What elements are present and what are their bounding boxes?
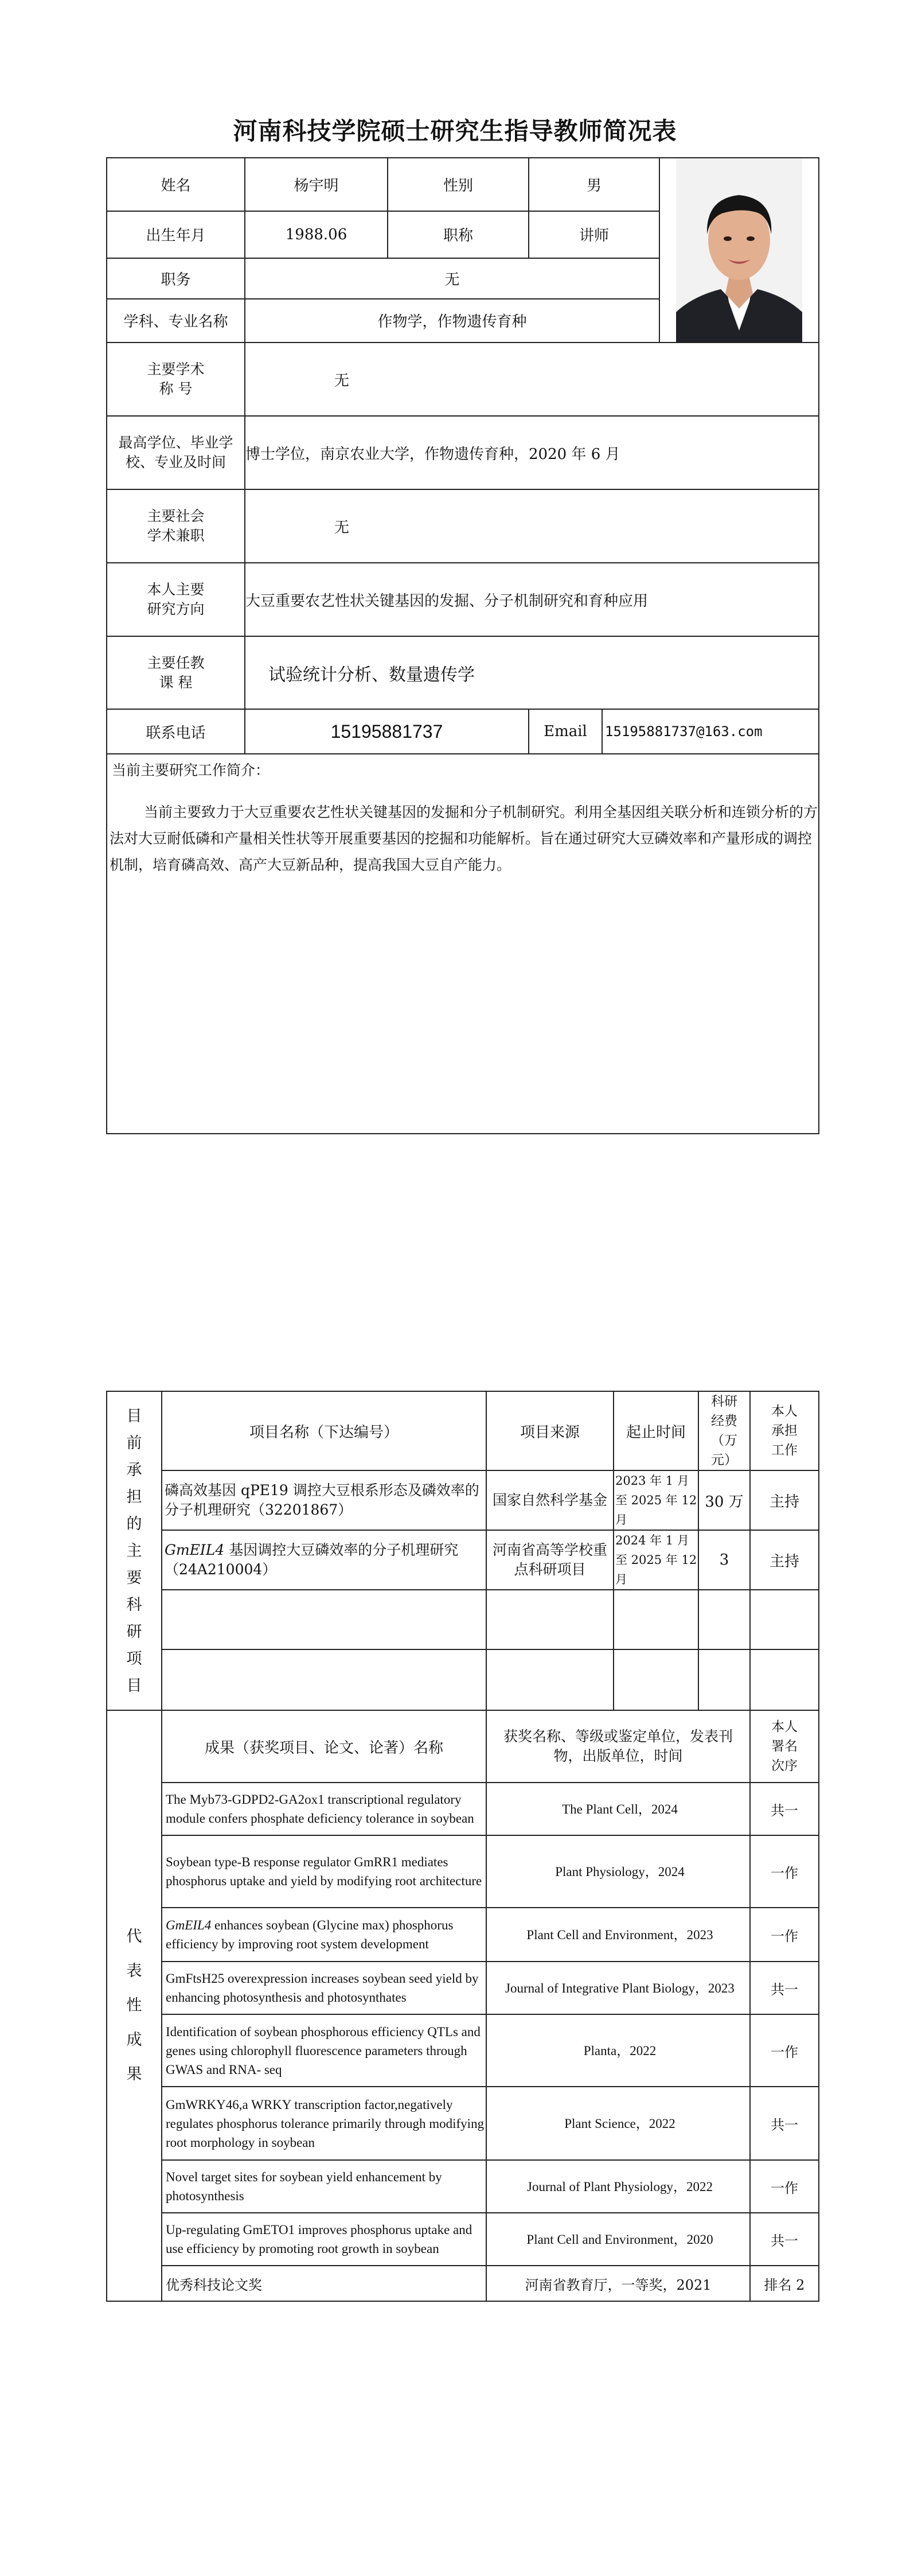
degree-label (107, 416, 245, 489)
titles-value: 无 (245, 343, 819, 416)
research-label (107, 563, 245, 636)
achievement-venue: Plant Cell and Environment，2020 (486, 2213, 750, 2266)
project-row-empty (107, 1649, 819, 1710)
achievement-rank: 一作 (750, 2014, 819, 2087)
degree-value: 博士学位，南京农业大学，作物遗传育种，2020 年 6 月 (245, 416, 819, 489)
achievement-name: 优秀科技论文奖 (162, 2266, 486, 2301)
email-label: Email (529, 709, 602, 754)
page-title: 河南科技学院硕士研究生指导教师简况表 (233, 117, 677, 145)
rank-label: 职称 (388, 211, 529, 259)
achievement-row (107, 2087, 819, 2160)
project-role: 主持 (750, 1530, 819, 1590)
achievement-venue: Journal of Integrative Plant Biology，2023 (486, 1962, 750, 2014)
achievement-name: Identification of soybean phosphorous efficiency QTLs and genes using chlorophyll fluorescence parameters through GWAS and RNA- seq (162, 2014, 486, 2087)
achievement-venue: Planta，2022 (486, 2014, 750, 2087)
project-row (107, 1470, 819, 1530)
courses-value: 试验统计分析、数量遗传学 (245, 636, 819, 709)
degree-label-line1: 最高学位、毕业学 (118, 434, 233, 451)
achievements-section-label: 代表性成果 (107, 1710, 162, 2301)
courses-label-line1: 主要任教 (147, 654, 205, 671)
titles-label-line2: 称 号 (159, 380, 193, 397)
intro-label: 当前主要研究工作简介： (112, 762, 270, 779)
achievement-row (107, 1783, 819, 1835)
achievement-rank: 共一 (750, 1962, 819, 2014)
records-table (106, 1391, 819, 2302)
achievement-row (107, 1962, 819, 2014)
research-label-line1: 本人主要 (147, 581, 205, 598)
achievement-row (107, 2266, 819, 2301)
discipline-label: 学科、专业名称 (107, 299, 245, 343)
project-source: 国家自然科学基金 (486, 1470, 614, 1530)
achievement-row (107, 2213, 819, 2266)
achievement-name-text: enhances soybean (Glycine max) phosphorus efficiency by improving root system development (166, 1918, 454, 1951)
project-funds: 3 (698, 1530, 750, 1590)
post-value: 无 (245, 258, 659, 298)
research-value: 大豆重要农艺性状关键基因的发掘、分子机制研究和育种应用 (245, 563, 819, 636)
achievement-venue: Journal of Plant Physiology，2022 (486, 2160, 750, 2213)
achievement-rank: 共一 (750, 2087, 819, 2160)
gene-name: GmEIL4 (166, 1918, 212, 1932)
post-label: 职务 (107, 258, 245, 298)
email-value: 15195881737@163.com (602, 709, 819, 754)
achievement-venue: Plant Cell and Environment，2023 (486, 1908, 750, 1962)
phone-value: 15195881737 (245, 709, 529, 754)
achievement-rank: 一作 (750, 1908, 819, 1962)
projects-header-role: 本人承担工作 (750, 1391, 819, 1470)
social-label-line2: 学术兼职 (147, 527, 205, 544)
achievement-venue: Plant Science，2022 (486, 2087, 750, 2160)
intro-text: 当前主要致力于大豆重要农艺性状关键基因的发掘和分子机制研究。利用全基因组关联分析和连锁分析的方法对大豆耐低磷和产量相关性状等开展重要基因的挖掘和功能解析。旨在通过研究大豆磷效率和产量形成的调控机制，培育磷高效、高产大豆新品种，提高我国大豆自产能力。 (110, 804, 818, 873)
discipline-value: 作物学，作物遗传育种 (245, 299, 659, 343)
project-row (107, 1530, 819, 1590)
achievement-name: GmWRKY46,a WRKY transcription factor,negatively regulates phosphorus tolerance primarily through modifying root morphology in soybean (162, 2087, 486, 2160)
research-label-line2: 研究方向 (147, 601, 205, 617)
project-period: 2024 年 1 月至 2025 年 12 月 (614, 1530, 698, 1590)
achievement-name: Soybean type-B response regulator GmRR1 mediates phosphorus uptake and yield by modifying root architecture (162, 1835, 486, 1908)
profile-table (106, 157, 819, 1134)
social-label-line1: 主要社会 (147, 508, 205, 524)
project-source: 河南省高等学校重点科研项目 (486, 1530, 614, 1590)
achievement-rank: 共一 (750, 2213, 819, 2266)
name-label: 姓名 (107, 158, 245, 211)
achievement-row (107, 2014, 819, 2087)
gender-value: 男 (529, 158, 659, 211)
project-role: 主持 (750, 1470, 819, 1530)
portrait-image (676, 158, 802, 342)
achievement-name: Novel target sites for soybean yield enhancement by photosynthesis (162, 2160, 486, 2213)
name-value: 杨宇明 (245, 158, 388, 211)
project-name: 磷高效基因 qPE19 调控大豆根系形态及磷效率的分子机理研究（32201867） (162, 1470, 486, 1530)
titles-label (107, 343, 245, 416)
projects-header-funds: 科研经费（万元） (698, 1391, 750, 1470)
achievement-row (107, 1908, 819, 1962)
courses-label-line2: 课 程 (159, 674, 193, 691)
achievement-name: The Myb73-GDPD2-GA2ox1 transcriptional regulatory module confers phosphate deficiency tolerance in soybean (162, 1783, 486, 1835)
achievement-rank: 一作 (750, 1835, 819, 1908)
achievement-rank: 排名 2 (750, 2266, 819, 2301)
titles-label-line1: 主要学术 (147, 361, 205, 378)
intro-cell (107, 754, 819, 1134)
achievement-venue: The Plant Cell，2024 (486, 1783, 750, 1835)
project-row-empty (107, 1590, 819, 1649)
achievement-venue: Plant Physiology，2024 (486, 1835, 750, 1908)
portrait-photo (676, 158, 802, 342)
photo-cell (659, 158, 819, 343)
courses-label (107, 636, 245, 709)
projects-header-name: 项目名称（下达编号） (162, 1391, 486, 1470)
birth-label: 出生年月 (107, 211, 245, 259)
phone-label: 联系电话 (107, 709, 245, 754)
project-funds: 30 万 (698, 1470, 750, 1530)
project-period: 2023 年 1 月至 2025 年 12 月 (614, 1470, 698, 1530)
achievements-header-rank: 本人署名次序 (750, 1710, 819, 1783)
achievements-header-venue: 获奖名称、等级或鉴定单位，发表刊物，出版单位，时间 (486, 1710, 750, 1783)
achievements-header-name: 成果（获奖项目、论文、论著）名称 (162, 1710, 486, 1783)
achievement-row (107, 2160, 819, 2213)
gene-name: GmEIL4 (165, 1542, 225, 1558)
achievement-rank: 一作 (750, 2160, 819, 2213)
rank-value: 讲师 (529, 211, 659, 259)
social-value: 无 (245, 489, 819, 563)
project-name-text: 基因调控大豆磷效率的分子机理研究（24A210004） (165, 1542, 459, 1578)
achievement-name: Up-regulating GmETO1 improves phosphorus uptake and use efficiency by promoting root growth in soybean (162, 2213, 486, 2266)
project-name (162, 1530, 486, 1590)
achievement-rank: 共一 (750, 1783, 819, 1835)
achievement-row (107, 1835, 819, 1908)
achievement-venue: 河南省教育厅，一等奖，2021 (486, 2266, 750, 2301)
birth-value: 1988.06 (245, 211, 388, 259)
social-label (107, 489, 245, 563)
achievement-name (162, 1908, 486, 1962)
degree-label-line2: 校、专业及时间 (125, 454, 226, 470)
projects-header-source: 项目来源 (486, 1391, 614, 1470)
gender-label: 性别 (388, 158, 529, 211)
projects-section-label: 目前承担的主要科研项目 (107, 1391, 162, 1710)
projects-header-period: 起止时间 (614, 1391, 698, 1470)
achievement-name: GmFtsH25 overexpression increases soybean seed yield by enhancing photosynthesis and photosynthates (162, 1962, 486, 2014)
